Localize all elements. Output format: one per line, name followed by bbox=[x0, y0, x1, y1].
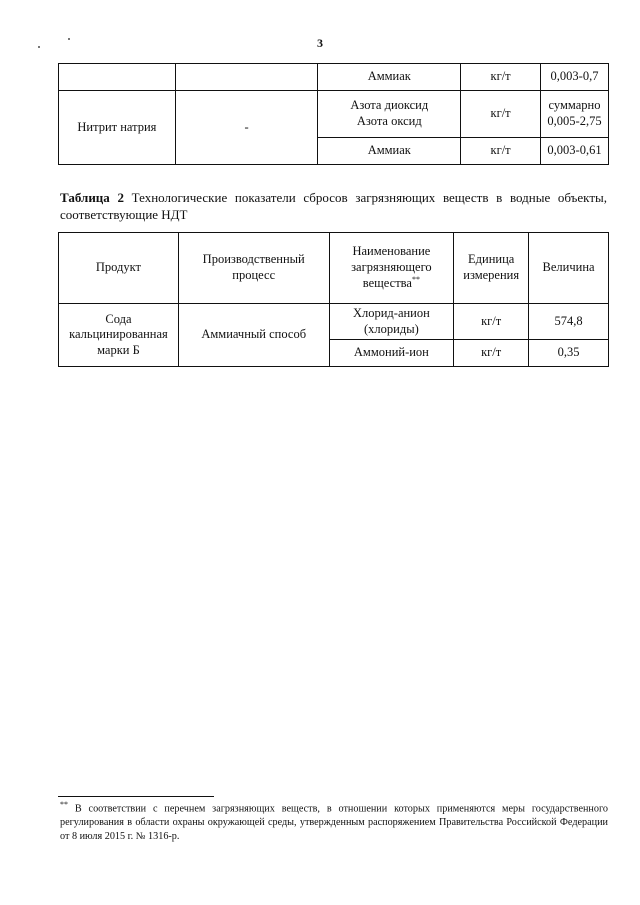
substance-line: Азота диоксид bbox=[350, 98, 429, 113]
substance-cell bbox=[318, 91, 461, 138]
header-process: Производственный процесс bbox=[178, 233, 329, 304]
header-value: Величина bbox=[529, 233, 609, 304]
header-unit: Единица измерения bbox=[454, 233, 529, 304]
footnote-text: В соответствии с перечнем загрязняющих веществ, в отношении которых применяются меры государственного регулирования в области охраны окружающей среды, утвержденным распоряжением Правительства Российской Федерации от 8 июля 2015 г. № 1316-р. bbox=[60, 803, 608, 842]
footnote-mark: ** bbox=[60, 800, 68, 809]
value-cell bbox=[540, 91, 608, 138]
table-row bbox=[59, 304, 609, 340]
header-substance-text: Наименование загрязняющего вещества bbox=[351, 243, 432, 291]
unit-cell: кг/т bbox=[461, 64, 541, 91]
footnote-marker: ** bbox=[411, 275, 420, 285]
table-2-caption bbox=[60, 190, 607, 224]
value-cell: 0,003-0,7 bbox=[540, 64, 608, 91]
unit-cell: кг/т bbox=[461, 91, 541, 138]
page-number: 3 bbox=[317, 36, 323, 50]
footnote-separator bbox=[58, 796, 214, 797]
table-row bbox=[59, 91, 609, 138]
caption-text: Технологические показатели сбросов загрязняющих веществ в водные объекты, соответствующие НДТ bbox=[60, 190, 607, 222]
table-header-row bbox=[59, 233, 609, 304]
caption-label: Таблица 2 bbox=[60, 190, 124, 205]
table-2 bbox=[58, 232, 609, 367]
value-line: 0,005-2,75 bbox=[547, 114, 602, 128]
product-cell: Сода кальцинированная марки Б bbox=[59, 304, 179, 367]
header-product: Продукт bbox=[59, 233, 179, 304]
value-cell: 574,8 bbox=[529, 304, 609, 340]
substance-cell: Аммиак bbox=[318, 64, 461, 91]
unit-cell: кг/т bbox=[454, 340, 529, 367]
unit-cell: кг/т bbox=[454, 304, 529, 340]
product-cell: Нитрит натрия bbox=[59, 91, 176, 165]
substance-cell: Аммиак bbox=[318, 138, 461, 165]
substance-cell: Хлорид-анион (хлориды) bbox=[329, 304, 454, 340]
table-cell bbox=[59, 64, 176, 91]
value-cell: 0,35 bbox=[529, 340, 609, 367]
table-row bbox=[59, 64, 609, 91]
substance-cell: Аммоний-ион bbox=[329, 340, 454, 367]
header-substance bbox=[329, 233, 454, 304]
value-cell: 0,003-0,61 bbox=[540, 138, 608, 165]
unit-cell: кг/т bbox=[461, 138, 541, 165]
table-cell bbox=[175, 64, 318, 91]
table-1-continuation bbox=[58, 63, 609, 165]
process-cell: Аммиачный способ bbox=[178, 304, 329, 367]
process-cell: - bbox=[175, 91, 318, 165]
value-line: суммарно bbox=[548, 98, 601, 113]
substance-line: Азота оксид bbox=[356, 114, 422, 128]
footnote bbox=[60, 800, 608, 844]
